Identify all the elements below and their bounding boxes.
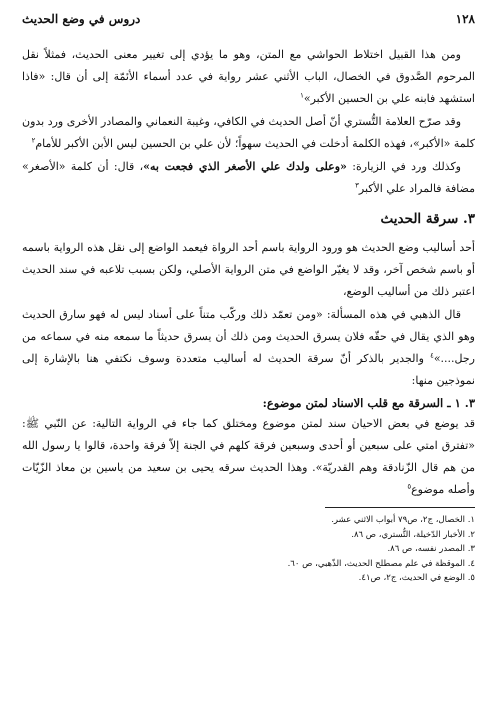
- footnote-ref-4: ٤: [430, 351, 434, 360]
- section-paragraph-3-text: قد يوضع في بعض الاحيان سند لمتن موضوع ومختلق كما جاء في الرواية التالية: عن النّبي ﷺ: «تفترق امتي على سبعين أو أحدى وسبعين فرقة كلهم في الجنة إلاّ فرقة واحدة، قالوا يا رسول الله من هم قال الزّنادقة وهم القدريّة». وهذا الحديث سرقه يحيى بن سعيد من ياسين بن معاذ الزّيّات وأصله موضوع: [22, 417, 475, 496]
- paragraph-3: [22, 156, 475, 200]
- subsection-heading: ٣. ١ ـ السرقة مع قلب الاسناد لمتن موضوع:: [262, 396, 475, 410]
- paragraph-2: [22, 111, 475, 155]
- section-heading: ٣. سرقة الحديث: [380, 211, 475, 227]
- page-body: [22, 44, 475, 586]
- section-paragraph-2: [22, 304, 475, 392]
- footnote-divider: [325, 507, 475, 508]
- footnote-4: ٤. الموقظة في علم مصطلح الحديث، الذّهبي، ص ٦٠.: [287, 558, 475, 569]
- paragraph-2-text: وقد صرّح العلامة التُّستري أنّ أصل الحديث في الكافي، وغيبة النعماني والمصادر الأخرى ورد بدون كلمة «الأكبر»، فهذه الكلمة أدخلت في الحديث سهواً؛ لأن علي بن الحسين ليس الأبن الأكبر للأمام: [22, 115, 475, 150]
- section-paragraph-2-tail: والجدير بالذكر أنّ سرقة الحديث له أساليب متعددة وسوف نكتفي هنا بالإشارة إلى نموذجين منها:: [22, 352, 475, 387]
- page-number: ١٢٨: [455, 12, 475, 26]
- footnote-1: ١. الخصال، ج٢، ص٧٩ أبواب الاثني عشر.: [331, 515, 475, 525]
- footnotes: [22, 513, 475, 586]
- footnote-ref-2: ٢: [31, 136, 36, 145]
- footnote-5: ٥. الوضع في الحديث، ج٢، ص٤١.: [358, 573, 475, 583]
- paragraph-1: [22, 44, 475, 110]
- footnote-ref-1: ١: [300, 91, 304, 100]
- section-paragraph-3: [22, 413, 475, 501]
- footnote-3: ٣. المصدر نفسه، ص ٨٦.: [387, 544, 475, 554]
- paragraph-3-tail: ، قال: أن كلمة «الأصغر» مضافة فالمراد علي الأكبر: [22, 160, 475, 195]
- footnote-2: ٢. الأخبار الدّخيلة، التُّستري، ص ٨٦.: [351, 529, 475, 540]
- running-title: دروس في وضع الحديث: [22, 12, 141, 26]
- page-header: [22, 10, 475, 28]
- paragraph-3-lead: وكذلك ورد في الزيارة:: [346, 160, 461, 173]
- footnote-ref-5: ٥: [407, 482, 412, 491]
- section-paragraph-1: أحد أساليب وضع الحديث هو ورود الرواية باسم أحد الرواة فيعمد الواضع إلى نقل هذه الرواية باسمه أو باسم شخص آخر، وقد لا يغيّر الواضع في متن الرواية الأصلي، ولكن بسبب تلاعبه في سند الحديث اعتبر ذلك من أساليب الوضع،: [22, 241, 475, 298]
- footnote-ref-3: ٣: [355, 181, 359, 190]
- paragraph-1-text: ومن هذا القبيل اختلاط الحواشي مع المتن، وهو ما يؤدي إلى تغيير معنى الحديث، فمثلاً نقل المرحوم الصَّدوق في الخصال، الباب الأثني عشر رواية في عدد أسماء الأئمّة إلى أن قال: «فاذا استشهد فابنه علي بن الحسين الأكبر»: [22, 48, 475, 105]
- dhahabi-quote: قال الذهبي في هذه المسألة: «ومن تعمّد ذلك وركّب متناً على أسناد ليس له فهو سارق الحديث وهو الذي يقال في حقّه فلان يسرق الحديث ومن ذلك أن يسرق حديثاً ما سمعه منه في سماعه من رجل....»: [22, 308, 475, 365]
- ziyara-quote: «وعلى ولدك علي الأصغر الذي فجعت به»: [143, 160, 347, 173]
